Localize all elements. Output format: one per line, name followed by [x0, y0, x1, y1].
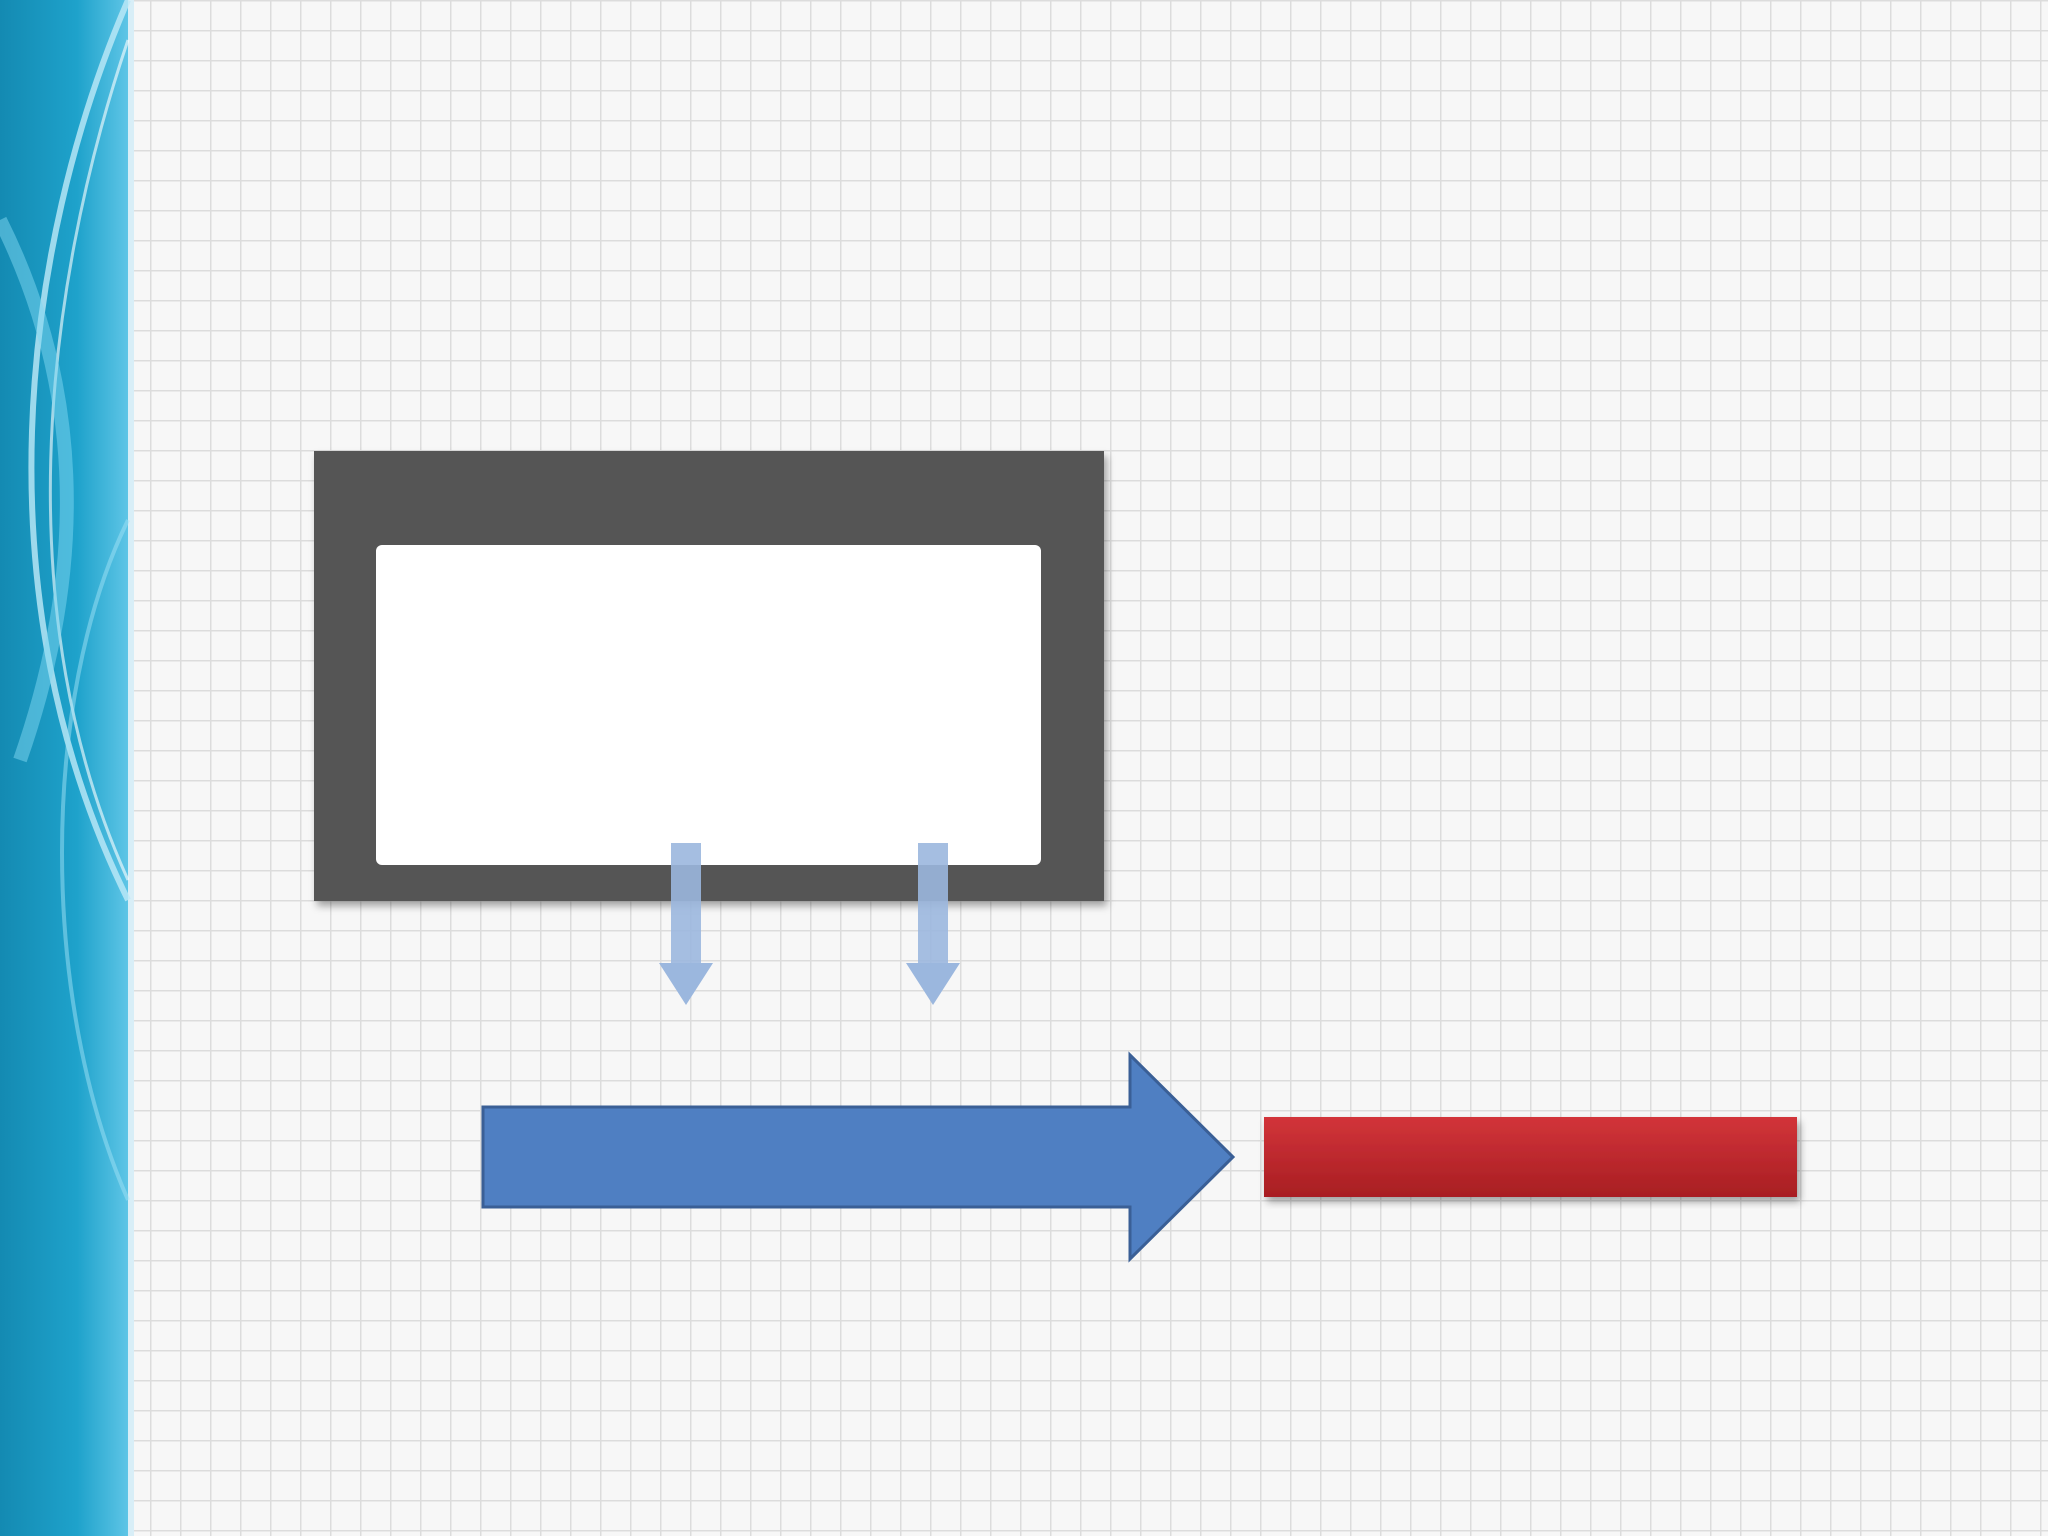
column-table-area	[376, 545, 1041, 865]
result-box	[1264, 1117, 1797, 1197]
simd-arrow	[483, 1055, 1233, 1259]
